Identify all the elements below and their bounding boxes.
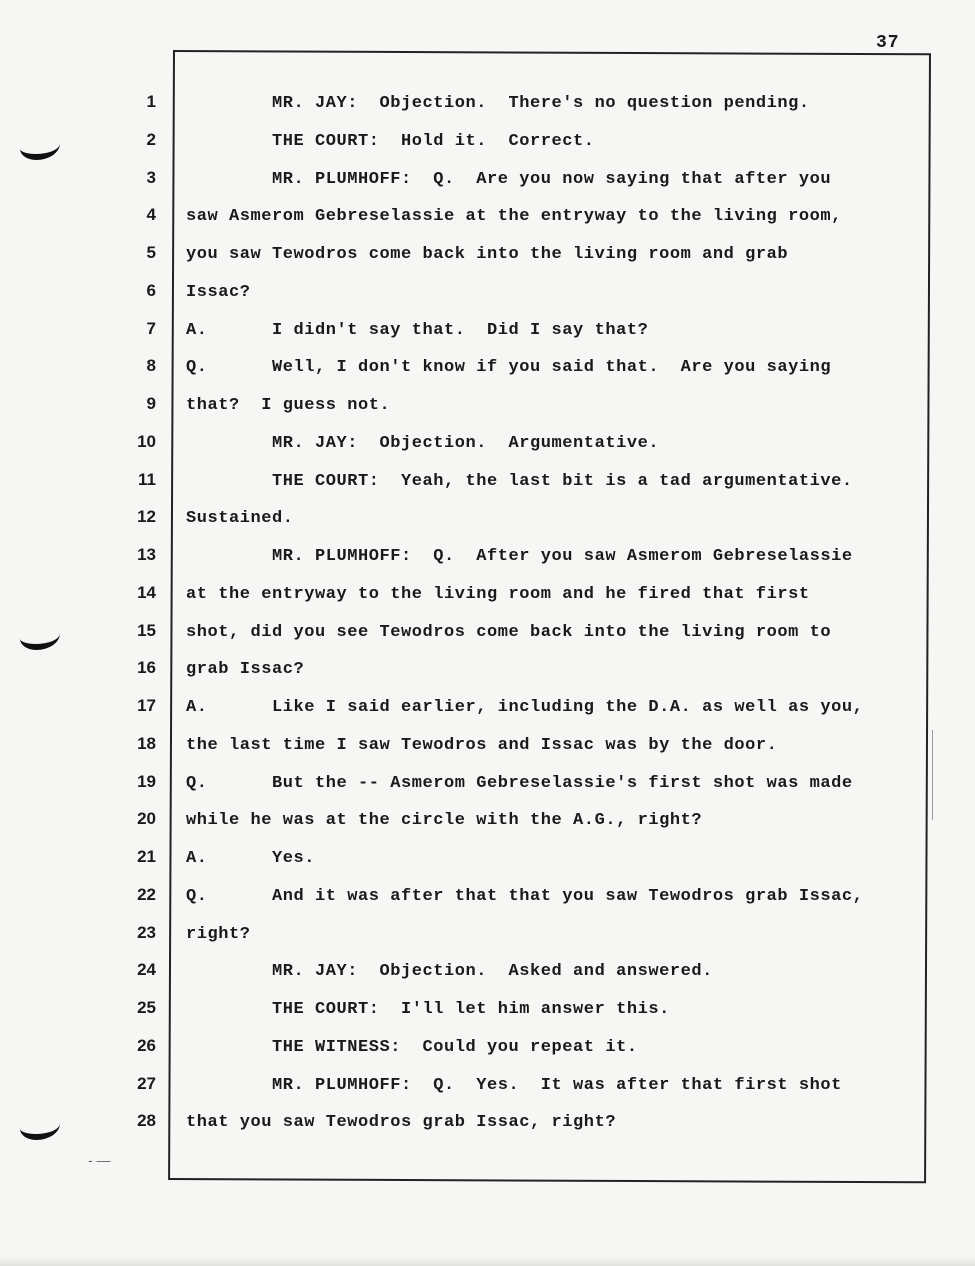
line-number: 21	[137, 847, 156, 866]
punch-hole-mark-middle	[20, 622, 60, 650]
line-text: THE WITNESS: Could you repeat it.	[186, 1038, 638, 1057]
line-number: 11	[138, 470, 156, 489]
line-number: 6	[146, 281, 156, 300]
line-text: right?	[186, 925, 251, 944]
scan-shadow	[0, 1256, 975, 1266]
line-number: 17	[137, 696, 156, 715]
line-number: 24	[137, 960, 156, 979]
line-number: 19	[137, 772, 156, 791]
line-number: 26	[137, 1036, 156, 1055]
line-text: the last time I saw Tewodros and Issac was by the door.	[186, 736, 778, 755]
line-text: at the entryway to the living room and he fired that first	[186, 585, 810, 604]
line-number: 5	[146, 243, 156, 262]
punch-hole-mark-top	[20, 132, 60, 160]
line-text: MR. PLUMHOFF: Q. Yes. It was after that first shot	[186, 1076, 842, 1095]
line-text: A. Yes.	[186, 849, 316, 868]
line-number: 23	[137, 923, 156, 942]
line-number: 8	[146, 356, 156, 375]
line-number: 28	[137, 1111, 156, 1130]
line-text: shot, did you see Tewodros come back into the living room to	[186, 623, 832, 642]
line-text: Issac?	[186, 283, 251, 302]
line-text: grab Issac?	[186, 660, 305, 679]
line-text: MR. PLUMHOFF: Q. Are you now saying that after you	[186, 170, 832, 189]
line-text: A. I didn't say that. Did I say that?	[186, 321, 649, 340]
line-text: while he was at the circle with the A.G., right?	[186, 811, 703, 830]
line-text: Q. And it was after that that you saw Tewodros grab Issac,	[186, 887, 864, 906]
line-number: 12	[137, 507, 156, 526]
line-text: that? I guess not.	[186, 396, 391, 415]
line-number: 2	[146, 130, 156, 149]
line-text: MR. PLUMHOFF: Q. After you saw Asmerom Gebreselassie	[186, 547, 853, 566]
line-number: 22	[137, 885, 156, 904]
line-text: A. Like I said earlier, including the D.A. as well as you,	[186, 698, 864, 717]
line-text: you saw Tewodros come back into the living room and grab	[186, 245, 789, 264]
line-text: that you saw Tewodros grab Issac, right?	[186, 1113, 617, 1132]
line-text: Sustained.	[186, 509, 294, 528]
line-text: THE COURT: Yeah, the last bit is a tad argumentative.	[186, 472, 853, 491]
line-text: Q. But the -- Asmerom Gebreselassie's first shot was made	[186, 774, 853, 793]
margin-dash: - —	[88, 1152, 111, 1168]
line-number: 13	[137, 545, 156, 564]
line-number: 4	[146, 205, 156, 224]
line-number: 1	[146, 92, 156, 111]
line-number: 27	[137, 1074, 156, 1093]
line-number: 16	[137, 658, 156, 677]
line-number: 14	[137, 583, 156, 602]
line-number: 10	[137, 432, 156, 451]
line-text: MR. JAY: Objection. Asked and answered.	[186, 962, 713, 981]
line-number: 9	[146, 394, 156, 413]
line-number: 18	[137, 734, 156, 753]
line-text: saw Asmerom Gebreselassie at the entryway to the living room,	[186, 207, 842, 226]
page-number: 37	[876, 33, 900, 53]
line-number: 7	[146, 319, 156, 338]
line-number: 20	[137, 809, 156, 828]
line-number: 25	[137, 998, 156, 1017]
line-text: THE COURT: I'll let him answer this.	[186, 1000, 670, 1019]
line-text: Q. Well, I don't know if you said that. Are you saying	[186, 358, 832, 377]
line-number: 3	[146, 168, 156, 187]
line-text: MR. JAY: Objection. Argumentative.	[186, 434, 660, 453]
margin-scan-mark	[932, 730, 933, 820]
line-text: MR. JAY: Objection. There's no question pending.	[186, 94, 810, 113]
punch-hole-mark-bottom	[20, 1112, 60, 1140]
line-number: 15	[137, 621, 156, 640]
line-text: THE COURT: Hold it. Correct.	[186, 132, 595, 151]
